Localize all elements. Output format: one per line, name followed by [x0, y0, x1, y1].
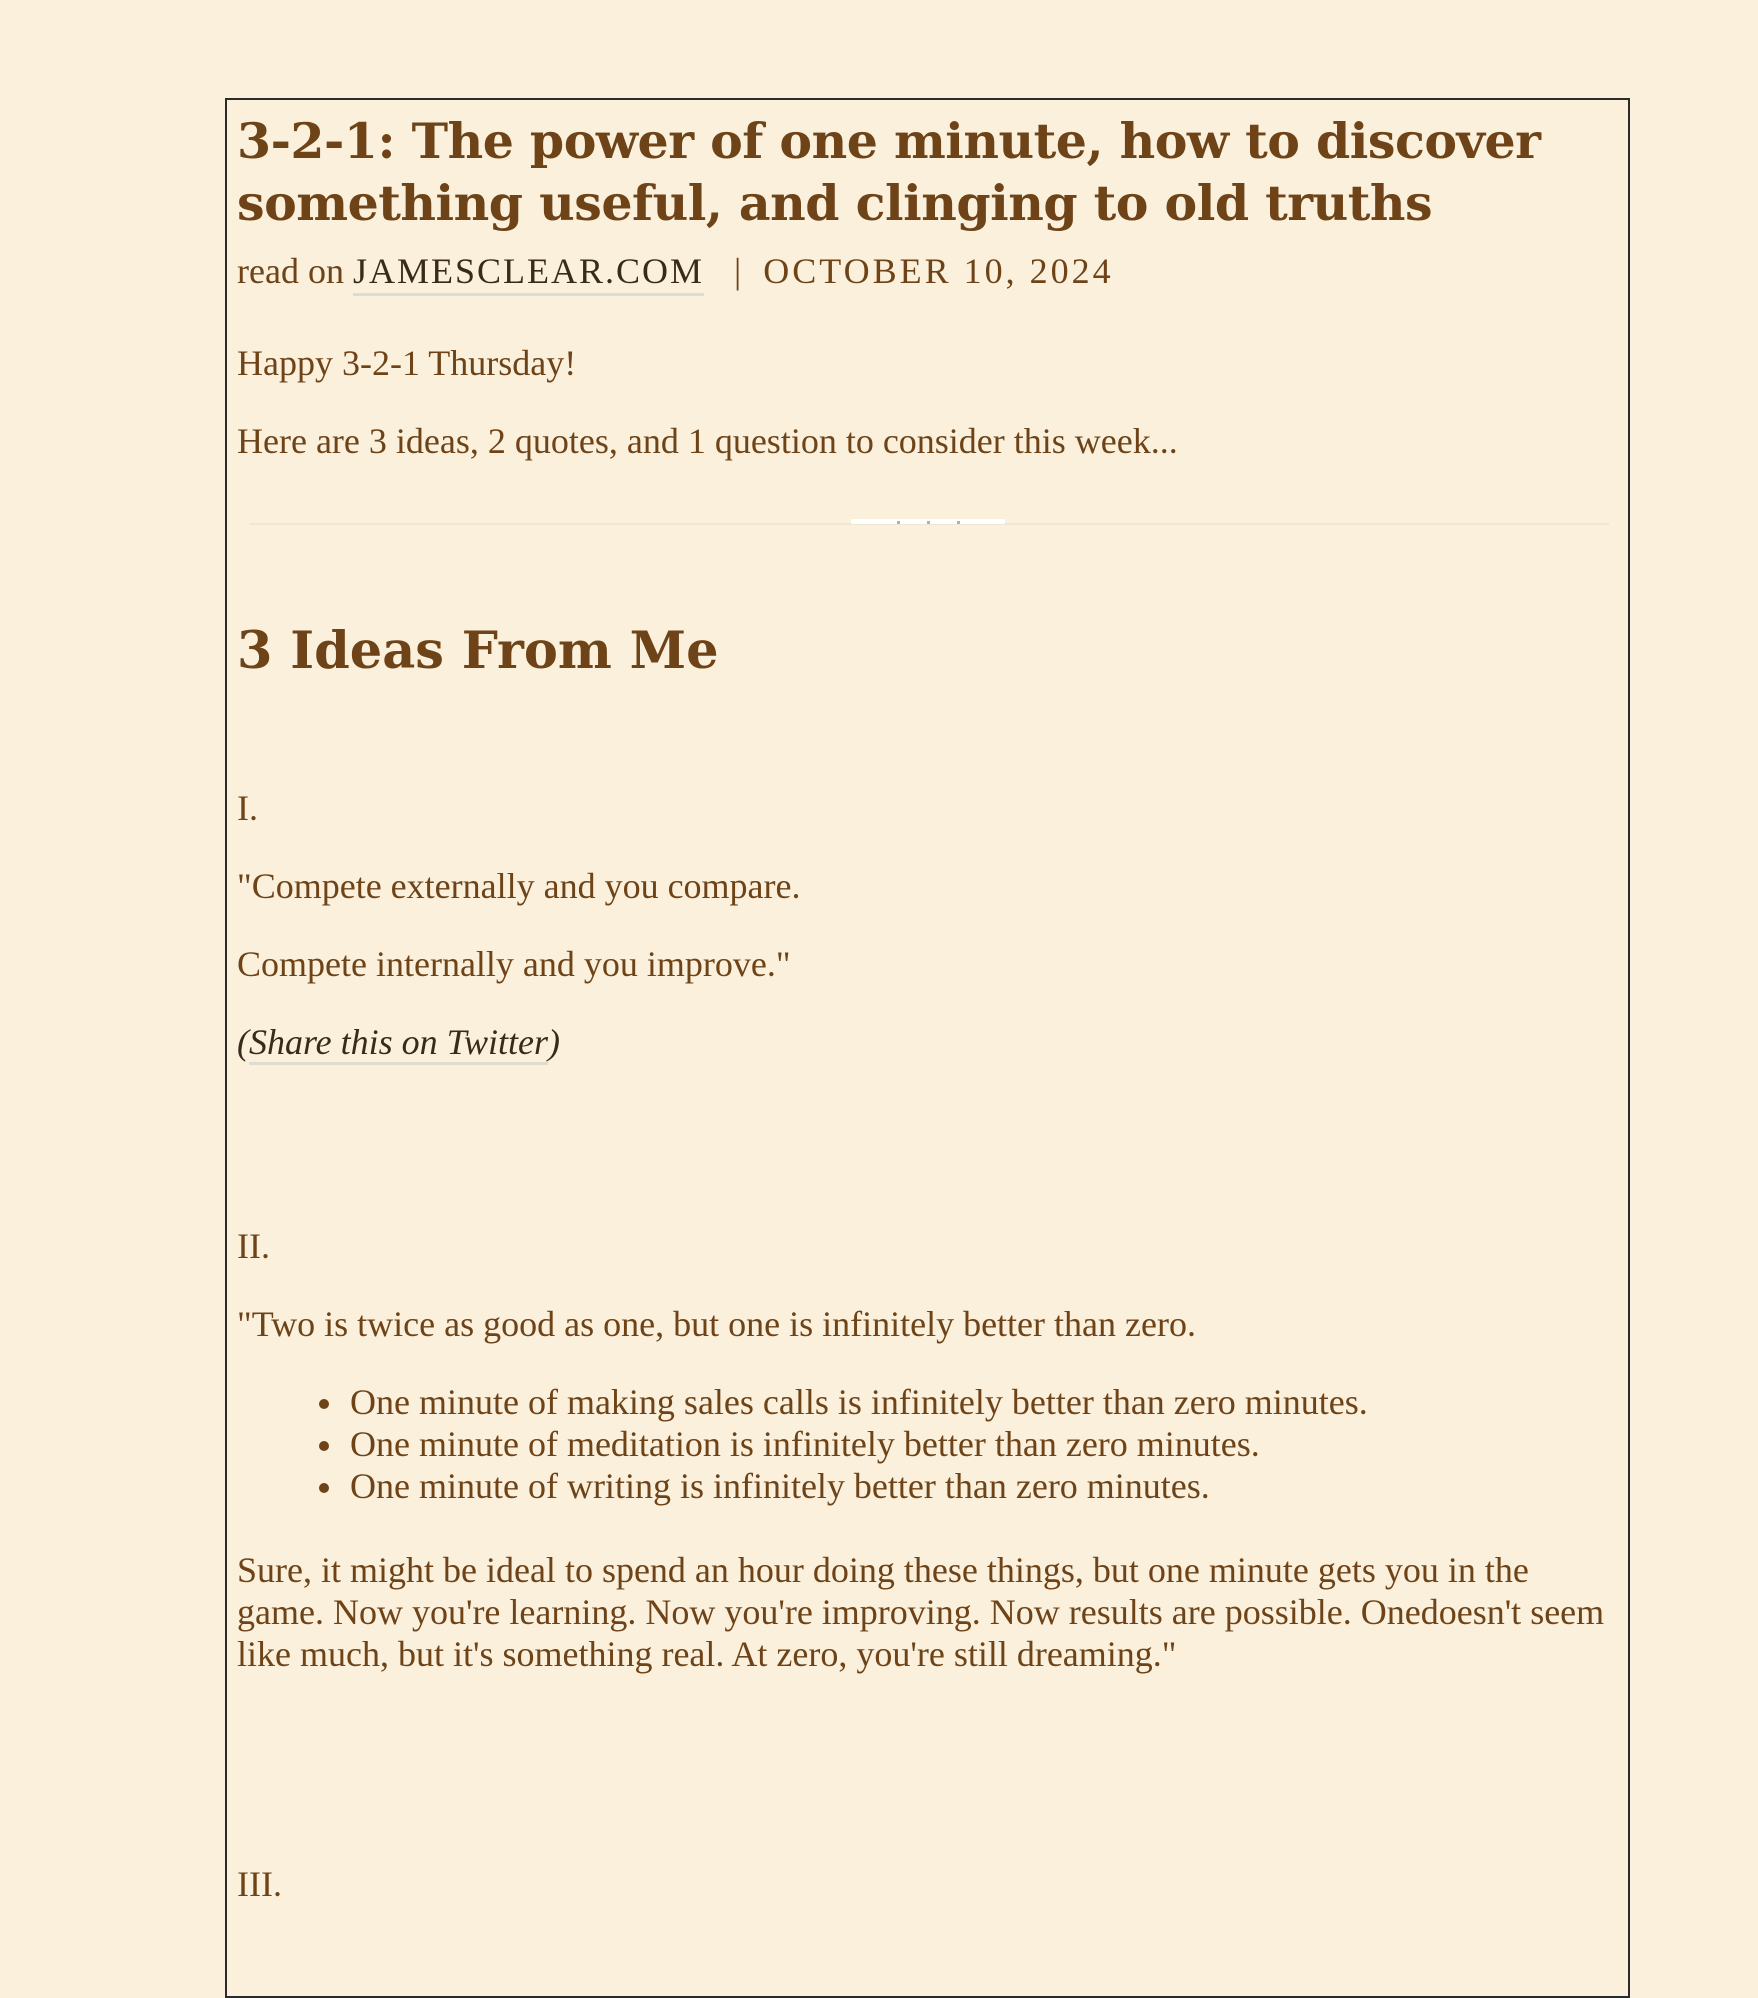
idea-2-bullet-list: [237, 1381, 1617, 1507]
share-twitter-link[interactable]: Share this on Twitter: [249, 1022, 548, 1065]
intro-greeting: Happy 3-2-1 Thursday!: [237, 343, 577, 383]
article-meta: [237, 248, 1114, 294]
read-on-label: read on: [237, 251, 344, 291]
share-twitter: [237, 1021, 560, 1063]
idea-2-paragraph: Sure, it might be ideal to spend an hour doing these things, but one minute gets you in the game. Now you're learning. Now you're improving. Now results are possible. Onedoesn't seem like much, but it's something real. At zero, you're still dreaming.": [237, 1550, 1605, 1674]
intro-summary: Here are 3 ideas, 2 quotes, and 1 question to consider this week...: [237, 421, 1178, 461]
ideas-heading: 3 Ideas From Me: [237, 621, 719, 681]
list-item: One minute of meditation is infinitely better than zero minutes.: [237, 1423, 1617, 1465]
site-link[interactable]: JAMESCLEAR.COM: [353, 251, 704, 296]
meta-separator: |: [734, 251, 742, 291]
idea-1-line-1: "Compete externally and you compare.: [237, 866, 801, 906]
idea-2-line-1: "Two is twice as good as one, but one is infinitely better than zero.: [237, 1304, 1196, 1344]
list-item: One minute of writing is infinitely better than zero minutes.: [237, 1465, 1617, 1507]
idea-1-numeral: I.: [237, 788, 258, 828]
share-open-paren: (: [237, 1022, 249, 1062]
publish-date: OCTOBER 10, 2024: [763, 251, 1114, 291]
divider-ornament: [851, 519, 1005, 524]
idea-2-numeral: II.: [237, 1226, 270, 1266]
list-item: One minute of making sales calls is infinitely better than zero minutes.: [237, 1381, 1617, 1423]
idea-1-line-2: Compete internally and you improve.": [237, 944, 791, 984]
article-title: 3-2-1: The power of one minute, how to discover something useful, and clinging to old truths: [237, 112, 1541, 232]
idea-3-numeral: III.: [237, 1864, 282, 1904]
share-close-paren: ): [548, 1022, 561, 1062]
